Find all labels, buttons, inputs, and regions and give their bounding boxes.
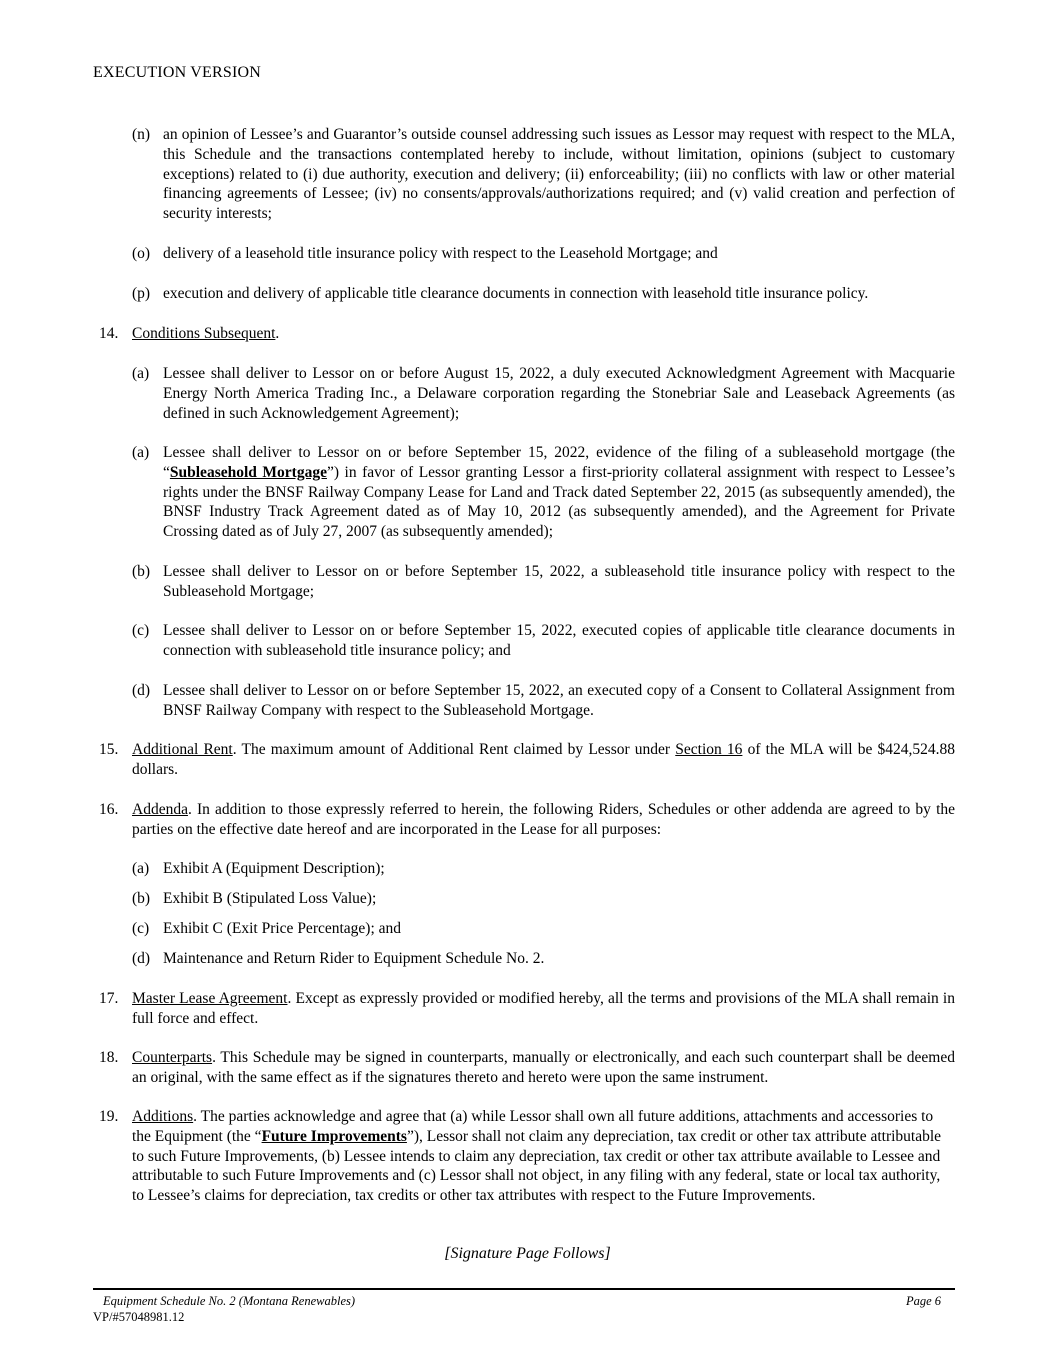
section-text: . This Schedule may be signed in counterparts, manually or electronically, and each such counterpart shall be deemed an original, with the same effect as if the signatures thereto and hereto were upon the same instrument. (132, 1049, 955, 1086)
item-label: (p) (132, 285, 151, 302)
section-text-pre: . The parties acknowledge and agree that (a) while Lessor shall own all future additions, attachments and accessories to the Equipment (the “ (132, 1108, 934, 1145)
item-text: Lessee shall deliver to Lessor on or before September 15, 2022, an executed copy of a Consent to Collateral Assignment from BNSF Railway Company with respect to the Subleasehold Mortgage. (163, 682, 955, 719)
footer-divider (93, 1288, 955, 1290)
section-heading-tail: . (275, 325, 280, 342)
item-text: an opinion of Lessee’s and Guarantor’s outside counsel addressing such issues as Lessor may request with respect to the MLA, this Schedule and the transactions contemplated hereby to include, without limitation, opinions (subject to customary exceptions) related to (i) due authority, execution and delivery; (ii) enforceability; (iii) no conflicts with law or other material financing agreements of Lessee; (iv) no consents/approvals/authorizations required; and (v) valid creation and perfection of security interests; (163, 126, 955, 223)
item-label: (c) (132, 622, 150, 639)
section-heading: Master Lease Agreement (132, 990, 288, 1007)
defined-term-future-improvements: Future Improvements (261, 1127, 407, 1145)
section-number: 18. (99, 1049, 119, 1066)
item-label: (a) (132, 365, 150, 382)
list-item-14a (132, 364, 955, 423)
list-item-14a-second (132, 443, 955, 542)
item-label: (a) (132, 860, 150, 877)
item-text: Lessee shall deliver to Lessor on or before September 15, 2022, executed copies of applicable title clearance documents in connection with subleasehold title insurance policy; and (163, 622, 955, 659)
list-item-n (132, 125, 955, 224)
section-text-post: ”), Lessor shall not claim any depreciation, tax credit or other tax attribute attributable to such Future Improvements, (b) Lessee intends to claim any depreciation, tax credit or other tax attribute available to Lessee and attributable to such Future Improvements and (c) Lessor shall not object, in any filing with any federal, state or local tax authority, to Lessee’s claims for depreciation, tax credits or other tax attributes with respect to the Future Improvements. (132, 1127, 942, 1205)
list-item-14c (132, 621, 955, 661)
item-label: (b) (132, 563, 151, 580)
section-19 (99, 1107, 955, 1206)
section-number: 19. (99, 1108, 119, 1125)
list-item-16c (132, 919, 955, 939)
footer-document-id: VP/#57048981.12 (93, 1310, 185, 1324)
section-heading: Counterparts (132, 1049, 213, 1066)
item-text: Lessee shall deliver to Lessor on or before August 15, 2022, a duly executed Acknowledgment Agreement with Macquarie Energy North America Trading Inc., a Delaware corporation regarding the Stonebriar Sale and Leaseback Agreements (as defined in such Acknowledgement Agreement); (163, 365, 955, 422)
section-heading: Additions (132, 1108, 194, 1125)
list-item-16b (132, 889, 955, 909)
item-text: Exhibit B (Stipulated Loss Value); (163, 890, 377, 907)
item-label: (d) (132, 682, 151, 699)
section-text: . Except as expressly provided or modified hereby, all the terms and provisions of the MLA shall remain in full force and effect. (132, 990, 955, 1027)
section-text-pre: . The maximum amount of Additional Rent claimed by Lessor under (232, 741, 676, 758)
item-text-pre: Lessee shall deliver to Lessor on or before September 15, 2022, evidence of the filing of a subleasehold mortgage (the “ (163, 444, 955, 481)
section-text-post: of the MLA will be $424,524.88 dollars. (132, 741, 956, 778)
section-text: . In addition to those expressly referred to herein, the following Riders, Schedules or other addenda are agreed to by the parties on the effective date hereof and are incorporated in the Lease for all purposes: (132, 801, 955, 838)
item-text: Maintenance and Return Rider to Equipment Schedule No. 2. (163, 950, 545, 967)
section-number: 14. (99, 325, 119, 342)
list-item-14d (132, 681, 955, 721)
item-label: (a) (132, 444, 150, 461)
footer-page-number: Page 6 (906, 1294, 942, 1308)
item-text: Exhibit A (Equipment Description); (163, 860, 385, 877)
list-item-16d (132, 949, 955, 969)
item-text: delivery of a leasehold title insurance policy with respect to the Leasehold Mortgage; and (163, 245, 718, 262)
section-reference: Section 16 (675, 741, 743, 758)
list-item-14b (132, 562, 955, 602)
section-18 (99, 1048, 955, 1088)
section-16 (99, 800, 955, 840)
item-label: (d) (132, 950, 151, 967)
section-15 (99, 740, 955, 780)
list-item-o (132, 244, 955, 264)
item-label: (n) (132, 126, 151, 143)
section-14 (99, 324, 955, 344)
execution-version-header: EXECUTION VERSION (93, 64, 261, 81)
section-heading: Conditions Subsequent (132, 325, 276, 342)
item-label: (c) (132, 920, 150, 937)
item-text: Lessee shall deliver to Lessor on or before September 15, 2022, a subleasehold title insurance policy with respect to the Subleasehold Mortgage; (163, 563, 955, 600)
list-item-p (132, 284, 955, 304)
section-number: 17. (99, 990, 119, 1007)
item-text: Exhibit C (Exit Price Percentage); and (163, 920, 402, 937)
list-item-16a (132, 859, 955, 879)
item-text-post: ”) in favor of Lessor granting Lessor a first-priority collateral assignment with respect to Lessee’s rights under the BNSF Railway Company Lease for Land and Track dated September 22, 2015 (as subsequently amended), the BNSF Industry Track Agreement dated as of May 10, 2012 (as subsequently amended), and the Agreement for Private Crossing dated as of July 27, 2007 (as subsequently amended); (163, 463, 955, 541)
section-number: 16. (99, 801, 119, 818)
item-label: (o) (132, 245, 151, 262)
defined-term-subleasehold-mortgage: Subleasehold Mortgage (169, 463, 327, 481)
section-number: 15. (99, 741, 119, 758)
item-label: (b) (132, 890, 151, 907)
footer-schedule-title: Equipment Schedule No. 2 (Montana Renewables) (103, 1294, 356, 1308)
signature-page-note: [Signature Page Follows] (444, 1245, 611, 1262)
section-heading: Additional Rent (132, 741, 233, 758)
section-heading: Addenda (132, 801, 188, 818)
item-text: execution and delivery of applicable title clearance documents in connection with leasehold title insurance policy. (163, 285, 869, 302)
section-17 (99, 989, 955, 1029)
